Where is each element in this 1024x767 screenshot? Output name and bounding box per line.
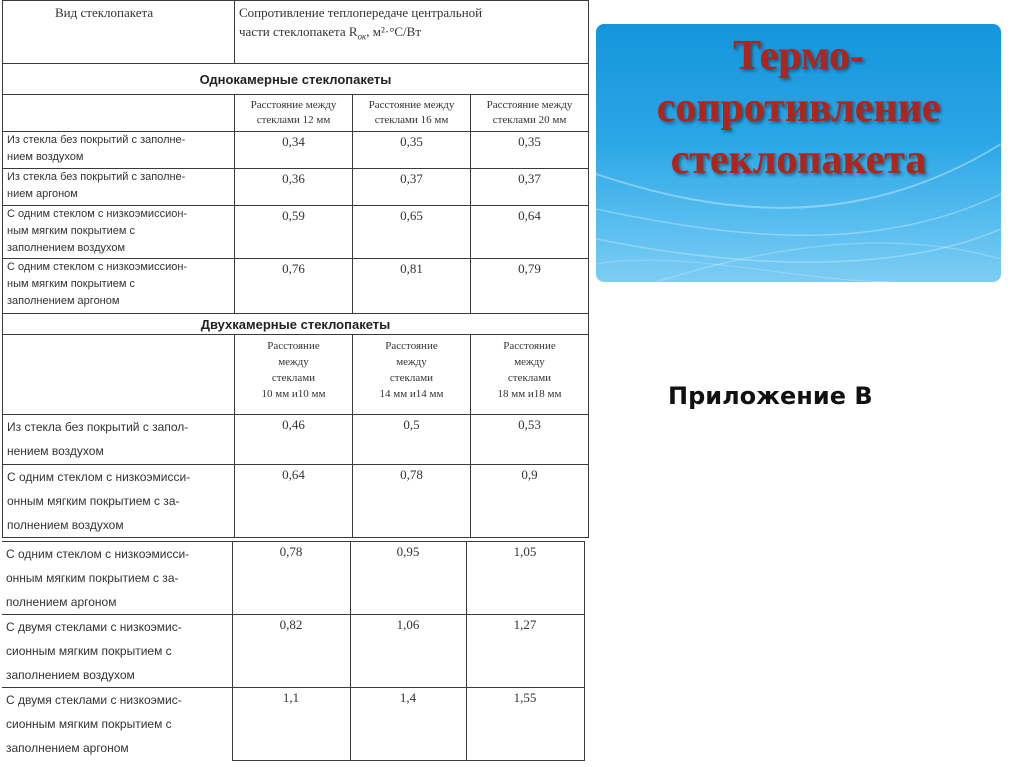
header-glazing-type: Вид стеклопакета (3, 1, 235, 64)
table-cell: 0,37 (471, 169, 589, 206)
table-row (3, 132, 589, 169)
table-row (2, 542, 584, 615)
table-cell: 0,76 (235, 259, 353, 314)
table-cell: 0,81 (353, 259, 471, 314)
table-cell: 0,65 (353, 206, 471, 259)
table-cell: 0,5 (353, 415, 471, 465)
thermal-resistance-table-continued (2, 541, 585, 761)
thermal-resistance-table (2, 0, 589, 538)
row-label: Из стекла без покрытий с заполне- нием аргоном (3, 169, 235, 206)
row-label: С одним стеклом с низкоэмисси- онным мягким покрытием с за- полнением воздухом (3, 465, 235, 538)
row-label: С одним стеклом с низкоэмиссион- ным мягким покрытием с заполнением воздухом (3, 206, 235, 259)
table-row (3, 465, 589, 538)
table-header-row (3, 1, 589, 64)
row-label: Из стекла без покрытий с запол- нением воздухом (3, 415, 235, 465)
table-cell: 1,1 (232, 688, 350, 761)
table-cell: 1,05 (466, 542, 584, 615)
empty-cell (3, 95, 235, 132)
table-cell: 1,27 (466, 615, 584, 688)
column-header: Расстояние между стеклами 14 мм и14 мм (353, 335, 471, 415)
table-cell: 0,59 (235, 206, 353, 259)
row-label: С двумя стеклами с низкоэмис- сионным мягким покрытием с заполнением воздухом (2, 615, 232, 688)
column-header: Расстояние между стеклами 10 мм и10 мм (235, 335, 353, 415)
empty-cell (3, 335, 235, 415)
table-row (3, 206, 589, 259)
table-cell: 0,34 (235, 132, 353, 169)
section-double-chamber (3, 314, 589, 335)
row-label: С одним стеклом с низкоэмиссион- ным мягким покрытием с заполнением аргоном (3, 259, 235, 314)
table-row (3, 415, 589, 465)
table-row (2, 688, 584, 761)
table-cell: 0,35 (353, 132, 471, 169)
table-cell: 0,95 (350, 542, 466, 615)
column-header: Расстояние между стеклами 20 мм (471, 95, 589, 132)
table-cell: 1,4 (350, 688, 466, 761)
table-cell: 0,64 (235, 465, 353, 538)
table-row (2, 615, 584, 688)
appendix-label: Приложение В (668, 382, 873, 410)
column-header: Расстояние между стеклами 18 мм и18 мм (471, 335, 589, 415)
page-title: Термо- сопротивление стеклопакета (656, 33, 941, 183)
table-row (3, 259, 589, 314)
row-label: С одним стеклом с низкоэмисси- онным мягким покрытием с за- полнением аргоном (2, 542, 232, 615)
table-cell: 0,36 (235, 169, 353, 206)
table-cell: 0,37 (353, 169, 471, 206)
table-cell: 0,82 (232, 615, 350, 688)
table-cell: 0,64 (471, 206, 589, 259)
table-cell: 1,06 (350, 615, 466, 688)
table-cell: 0,35 (471, 132, 589, 169)
table-cell: 1,55 (466, 688, 584, 761)
row-label: Из стекла без покрытий с заполне- нием воздухом (3, 132, 235, 169)
table-cell: 0,53 (471, 415, 589, 465)
section-single-chamber (3, 64, 589, 95)
header-resistance: Сопротивление теплопередаче центральной части стеклопакета $R_{ок}$, м²·°С/Вт (235, 1, 589, 64)
column-header: Расстояние между стеклами 16 мм (353, 95, 471, 132)
section-title: Двухкамерные стеклопакеты (3, 314, 589, 335)
table-cell: 0,78 (232, 542, 350, 615)
column-header: Расстояние между стеклами 12 мм (235, 95, 353, 132)
single-column-headers (3, 95, 589, 132)
table-cell: 0,78 (353, 465, 471, 538)
row-label: С двумя стеклами с низкоэмис- сионным мягким покрытием с заполнением аргоном (2, 688, 232, 761)
table-row (3, 169, 589, 206)
table-cell: 0,46 (235, 415, 353, 465)
table-cell: 0,9 (471, 465, 589, 538)
double-column-headers (3, 335, 589, 415)
table-cell: 0,79 (471, 259, 589, 314)
section-title: Однокамерные стеклопакеты (3, 64, 589, 95)
title-banner (596, 24, 1001, 282)
